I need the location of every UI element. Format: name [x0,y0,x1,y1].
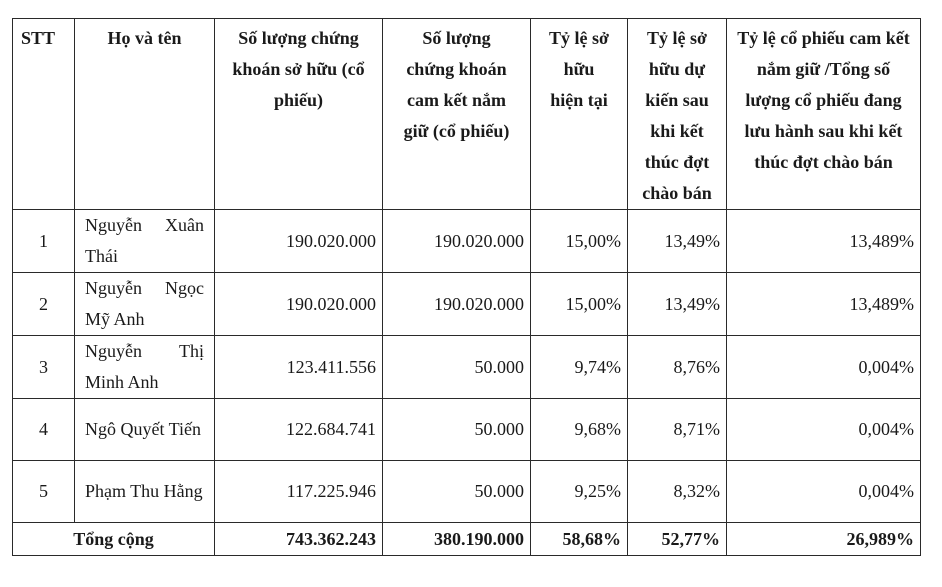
cell-committed-ratio: 13,489% [727,273,921,336]
cell-committed: 50.000 [383,399,531,461]
cell-committed-ratio: 0,004% [727,461,921,523]
cell-expected-ratio: 13,49% [628,210,727,273]
cell-expected-ratio: 13,49% [628,273,727,336]
header-expected-ratio: Tỷ lệ sở hữu dự kiến sau khi kết thúc đợt chào bán [628,19,727,210]
total-committed: 380.190.000 [383,523,531,556]
header-owned: Số lượng chứng khoán sở hữu (cổ phiếu) [215,19,383,210]
header-row [13,19,921,210]
cell-stt: 3 [13,336,75,399]
cell-committed-ratio: 0,004% [727,399,921,461]
cell-owned: 117.225.946 [215,461,383,523]
table-row [13,399,921,461]
cell-stt: 5 [13,461,75,523]
header-current-ratio: Tỷ lệ sở hữu hiện tại [531,19,628,210]
table-row [13,336,921,399]
cell-current-ratio: 15,00% [531,210,628,273]
cell-stt: 1 [13,210,75,273]
cell-committed: 190.020.000 [383,273,531,336]
table-row [13,210,921,273]
cell-stt: 2 [13,273,75,336]
header-name: Họ và tên [75,19,215,210]
cell-committed-ratio: 13,489% [727,210,921,273]
cell-name: Ngô Quyết Tiến [75,399,215,461]
total-current-ratio: 58,68% [531,523,628,556]
table-row [13,273,921,336]
cell-stt: 4 [13,399,75,461]
total-row [13,523,921,556]
cell-expected-ratio: 8,32% [628,461,727,523]
cell-committed: 50.000 [383,461,531,523]
cell-committed-ratio: 0,004% [727,336,921,399]
total-committed-ratio: 26,989% [727,523,921,556]
cell-committed: 190.020.000 [383,210,531,273]
cell-owned: 122.684.741 [215,399,383,461]
cell-name: Nguyễn Ngọc Mỹ Anh [75,273,215,336]
total-label: Tổng cộng [13,523,215,556]
cell-current-ratio: 9,74% [531,336,628,399]
cell-owned: 190.020.000 [215,210,383,273]
cell-committed: 50.000 [383,336,531,399]
cell-expected-ratio: 8,76% [628,336,727,399]
cell-current-ratio: 15,00% [531,273,628,336]
cell-name: Nguyễn Thị Minh Anh [75,336,215,399]
cell-expected-ratio: 8,71% [628,399,727,461]
header-committed-ratio: Tỷ lệ cổ phiếu cam kết nắm giữ /Tổng số lượng cổ phiếu đang lưu hành sau khi kết thúc đợt chào bán [727,19,921,210]
header-committed: Số lượng chứng khoán cam kết nắm giữ (cổ phiếu) [383,19,531,210]
shareholder-table-container [12,18,921,556]
cell-name: Nguyễn Xuân Thái [75,210,215,273]
cell-name: Phạm Thu Hằng [75,461,215,523]
table-row [13,461,921,523]
cell-owned: 123.411.556 [215,336,383,399]
total-owned: 743.362.243 [215,523,383,556]
header-stt: STT [13,19,75,210]
cell-owned: 190.020.000 [215,273,383,336]
cell-current-ratio: 9,68% [531,399,628,461]
shareholder-table [12,18,921,556]
total-expected-ratio: 52,77% [628,523,727,556]
cell-current-ratio: 9,25% [531,461,628,523]
